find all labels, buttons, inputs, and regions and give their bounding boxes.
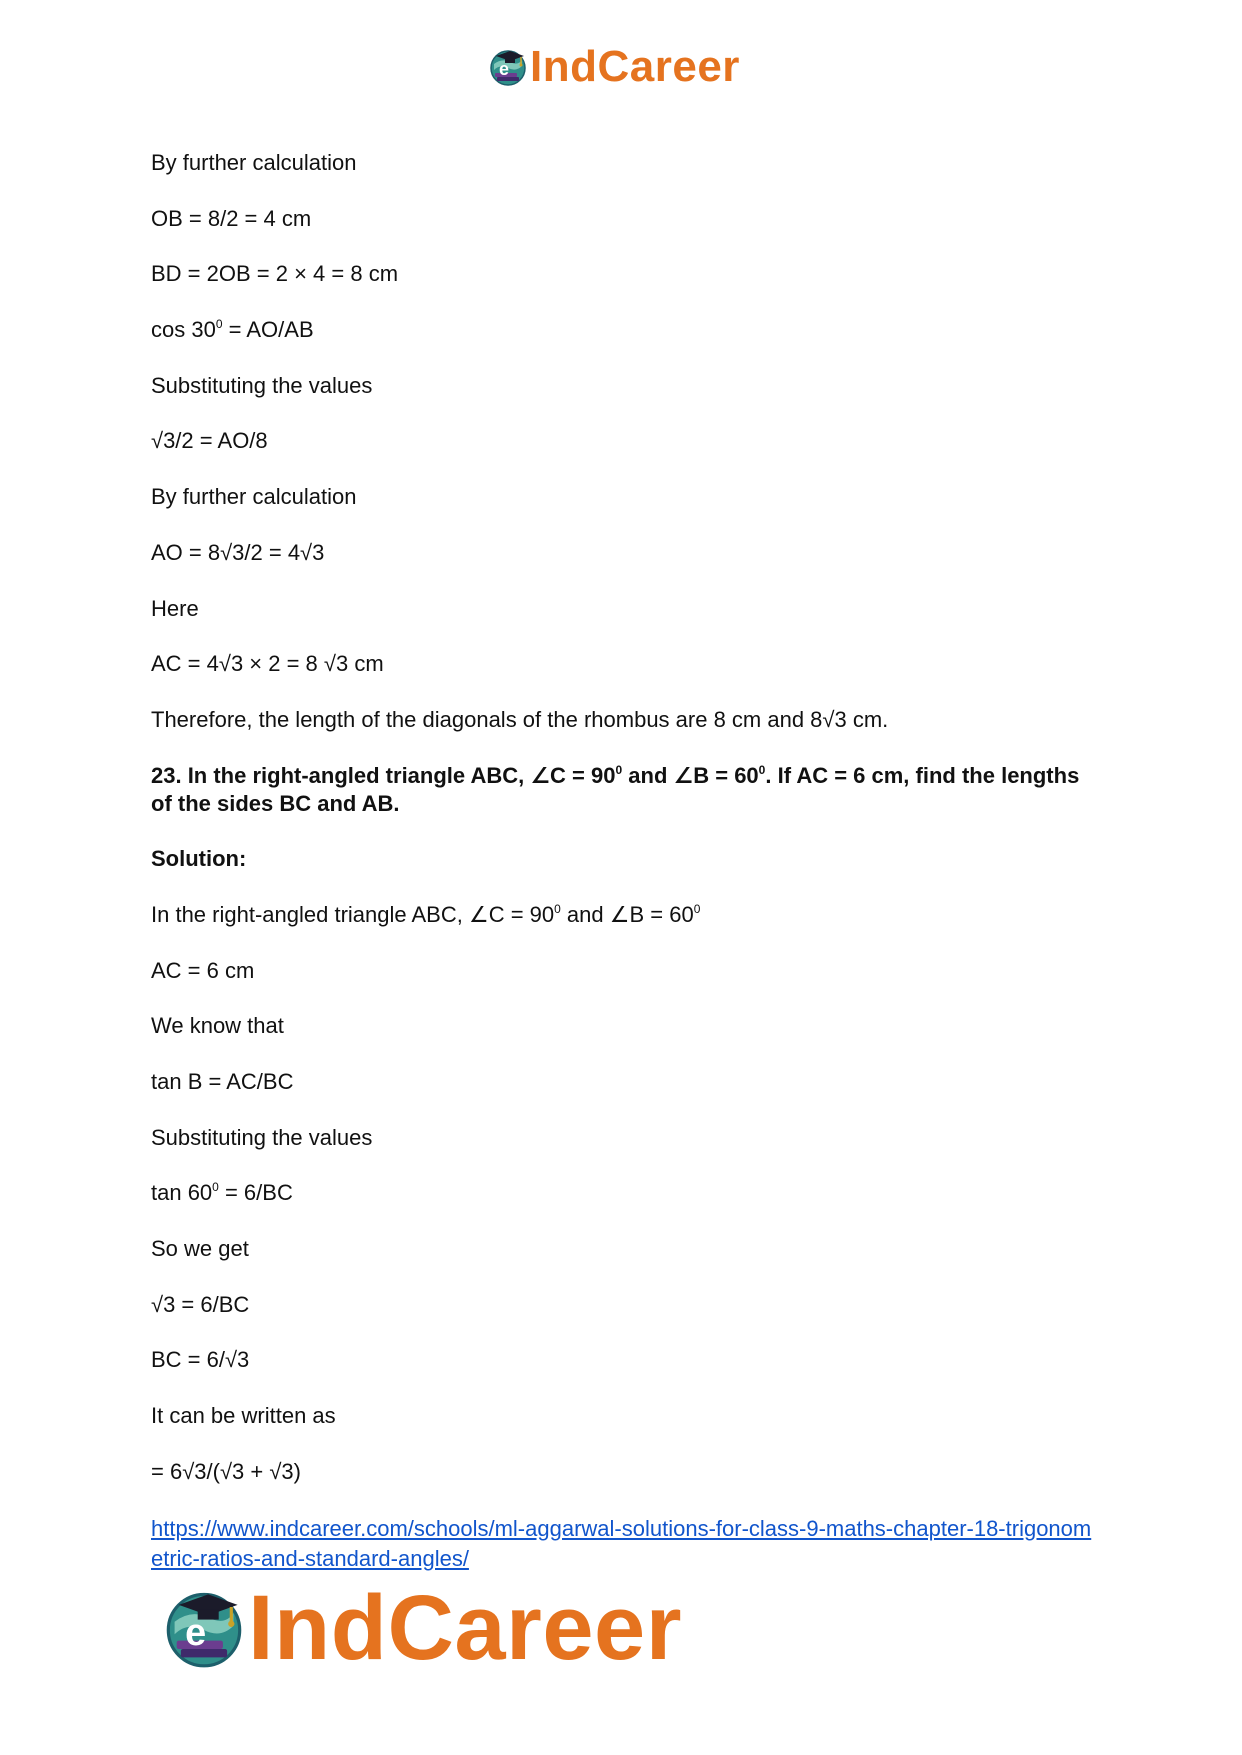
text-line: By further calculation — [151, 484, 357, 510]
text-line: Substituting the values — [151, 1124, 373, 1150]
graduation-cap-globe-icon — [488, 47, 528, 87]
page-content — [151, 149, 1101, 1574]
text-line: We know that — [151, 1013, 284, 1039]
text-line: It can be written as — [151, 1403, 336, 1429]
text-line: BD = 2OB = 2 × 4 = 8 cm — [151, 261, 399, 287]
text-line: Here — [151, 595, 199, 621]
text-line: So we get — [151, 1236, 249, 1262]
text-line: AC = 6 cm — [151, 957, 255, 983]
brand-wordmark: IndCareer — [530, 42, 740, 91]
text-line: AO = 8√3/2 = 4√3 — [151, 539, 325, 565]
text-line: Therefore, the length of the diagonals of the rhombus are 8 cm and 8√3 cm. — [151, 706, 889, 732]
text-line: tan B = AC/BC — [151, 1069, 294, 1094]
text-line: BC = 6/√3 — [151, 1347, 250, 1373]
text-line: In the right-angled triangle ABC, ∠C = $90^0$ and ∠B = $60^0$ — [151, 901, 701, 927]
text-line: √3/2 = AO/8 — [151, 428, 268, 454]
graduation-cap-globe-icon — [162, 1586, 246, 1670]
text-line: AC = 4√3 × 2 = 8 √3 cm — [151, 651, 384, 677]
header-logo — [488, 42, 740, 92]
text-line: By further calculation — [151, 150, 357, 175]
text-line: √3 = 6/BC — [151, 1291, 250, 1317]
brand-wordmark: IndCareer — [248, 1577, 682, 1679]
footer-logo — [162, 1577, 682, 1679]
text-line: = 6√3/(√3 + √3) — [151, 1458, 301, 1484]
text-line: $\tan 60^0 = 6/BC$ — [151, 1180, 293, 1206]
text-line: $\cos 30^0 = AO/AB$ — [151, 317, 314, 343]
text-line: OB = 8/2 = 4 cm — [151, 205, 312, 231]
text-line: Substituting the values — [151, 372, 373, 398]
question-23: 23. In the right-angled triangle ABC, ∠C = $90^0$ and ∠B = $60^0$. If AC = 6 cm, find the lengths of the sides BC and AB. — [151, 762, 1080, 816]
solution-heading: Solution: — [151, 846, 247, 872]
source-link[interactable]: https://www.indcareer.com/schools/ml-aggarwal-solutions-for-class-9-maths-chapter-18-trigonometric-ratios-and-standard-angles/ — [151, 1515, 1092, 1571]
